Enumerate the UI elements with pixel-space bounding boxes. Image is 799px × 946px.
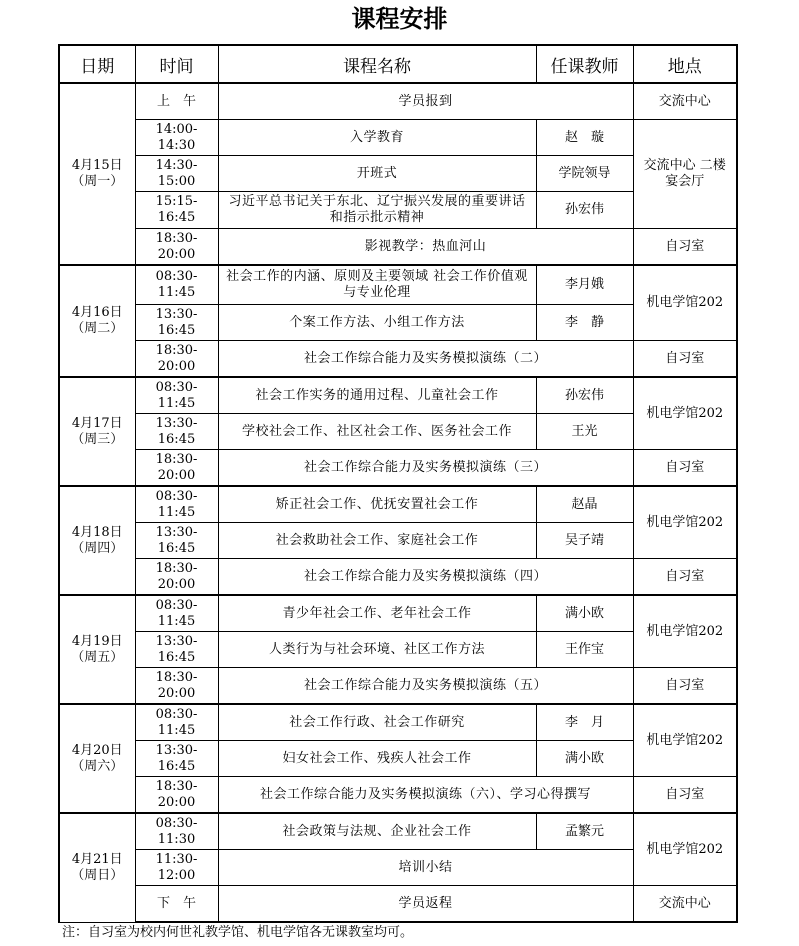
teacher-cell: 李月娥: [536, 265, 633, 305]
time-cell: 13:30-16:45: [135, 414, 218, 450]
time-cell: 08:30-11:45: [135, 704, 218, 741]
date-cell: 4月16日 （周二）: [59, 265, 135, 377]
time-cell: 18:30-20:00: [135, 668, 218, 705]
course-cell: 社会工作综合能力及实务模拟演练（四）: [218, 559, 633, 596]
course-cell: 社会工作综合能力及实务模拟演练（二）: [218, 341, 633, 378]
table-row: [59, 120, 737, 156]
location-cell: 自习室: [633, 559, 737, 596]
course-cell: 矫正社会工作、优抚安置社会工作: [218, 486, 536, 523]
location-cell: 自习室: [633, 229, 737, 266]
date-cell: 4月15日 （周一）: [59, 83, 135, 265]
header-teacher: 任课教师: [536, 45, 633, 83]
table-row: [59, 595, 737, 632]
teacher-cell: 李 月: [536, 704, 633, 741]
header-time: 时间: [135, 45, 218, 83]
course-cell: 社会工作行政、社会工作研究: [218, 704, 536, 741]
course-cell: 妇女社会工作、残疾人社会工作: [218, 741, 536, 777]
course-cell: 社会工作实务的通用过程、儿童社会工作: [218, 377, 536, 414]
date-cell: 4月20日 （周六）: [59, 704, 135, 813]
location-cell: 机电学馆202: [633, 813, 737, 886]
time-cell: 18:30-20:00: [135, 777, 218, 814]
table-row: [59, 450, 737, 487]
time-cell: 18:30-20:00: [135, 229, 218, 266]
table-row: [59, 377, 737, 414]
teacher-cell: 孙宏伟: [536, 192, 633, 229]
time-cell: 08:30-11:45: [135, 377, 218, 414]
date-cell: 4月21日 （周日）: [59, 813, 135, 922]
location-cell: 交流中心: [633, 83, 737, 120]
location-cell: 自习室: [633, 777, 737, 814]
header-course: 课程名称: [218, 45, 536, 83]
teacher-cell: 李 静: [536, 305, 633, 341]
course-cell: 个案工作方法、小组工作方法: [218, 305, 536, 341]
course-cell: 开班式: [218, 156, 536, 192]
table-row: [59, 559, 737, 596]
location-cell: 自习室: [633, 668, 737, 705]
course-cell: 学校社会工作、社区社会工作、医务社会工作: [218, 414, 536, 450]
location-cell: 机电学馆202: [633, 265, 737, 341]
teacher-cell: 赵晶: [536, 486, 633, 523]
time-cell: 08:30-11:45: [135, 265, 218, 305]
teacher-cell: 孙宏伟: [536, 377, 633, 414]
teacher-cell: 满小欧: [536, 741, 633, 777]
table-row: [59, 341, 737, 378]
header-location: 地点: [633, 45, 737, 83]
time-cell: 18:30-20:00: [135, 341, 218, 378]
table-row: [59, 83, 737, 120]
course-cell: 培训小结: [218, 850, 633, 886]
time-cell: 下 午: [135, 886, 218, 923]
course-cell: 人类行为与社会环境、社区工作方法: [218, 632, 536, 668]
course-cell: 学员返程: [218, 886, 633, 923]
course-cell: 社会工作的内涵、原则及主要领域 社会工作价值观与专业伦理: [218, 265, 536, 305]
course-cell: 社会政策与法规、企业社会工作: [218, 813, 536, 850]
location-cell: 机电学馆202: [633, 704, 737, 777]
time-cell: 14:30-15:00: [135, 156, 218, 192]
teacher-cell: 王光: [536, 414, 633, 450]
table-row: [59, 668, 737, 705]
course-cell: 社会工作综合能力及实务模拟演练（三）: [218, 450, 633, 487]
table-row: [59, 229, 737, 266]
location-cell: 自习室: [633, 341, 737, 378]
footnote: 注：自习室为校内何世礼教学馆、机电学馆各无课教室均可。: [62, 925, 414, 940]
time-cell: 13:30-16:45: [135, 305, 218, 341]
time-cell: 08:30-11:45: [135, 595, 218, 632]
time-cell: 13:30-16:45: [135, 741, 218, 777]
page-title: 课程安排: [351, 5, 448, 33]
teacher-cell: 吴子靖: [536, 523, 633, 559]
time-cell: 15:15-16:45: [135, 192, 218, 229]
date-cell: 4月18日 （周四）: [59, 486, 135, 595]
schedule-table: [58, 44, 738, 923]
teacher-cell: 王作宝: [536, 632, 633, 668]
date-cell: 4月17日 （周三）: [59, 377, 135, 486]
course-cell: 社会工作综合能力及实务模拟演练（六）、学习心得撰写: [218, 777, 633, 814]
course-cell: 青少年社会工作、老年社会工作: [218, 595, 536, 632]
table-row: [59, 704, 737, 741]
table-row: [59, 886, 737, 923]
teacher-cell: 孟繁元: [536, 813, 633, 850]
table-row: [59, 486, 737, 523]
course-cell: 社会工作综合能力及实务模拟演练（五）: [218, 668, 633, 705]
time-cell: 08:30-11:45: [135, 486, 218, 523]
header-date: 日期: [59, 45, 135, 83]
teacher-cell: 满小欧: [536, 595, 633, 632]
table-row: [59, 777, 737, 814]
course-cell: 入学教育: [218, 120, 536, 156]
table-row: [59, 265, 737, 305]
location-cell: 交流中心: [633, 886, 737, 923]
location-cell: 机电学馆202: [633, 595, 737, 668]
course-cell: 学员报到: [218, 83, 633, 120]
table-row: [59, 813, 737, 850]
location-cell: 机电学馆202: [633, 486, 737, 559]
time-cell: 13:30-16:45: [135, 632, 218, 668]
location-cell: 自习室: [633, 450, 737, 487]
course-cell: 习近平总书记关于东北、辽宁振兴发展的重要讲话和指示批示精神: [218, 192, 536, 229]
time-cell: 13:30-16:45: [135, 523, 218, 559]
time-cell: 11:30-12:00: [135, 850, 218, 886]
header-row: [59, 45, 737, 83]
time-cell: 18:30-20:00: [135, 450, 218, 487]
time-cell: 上 午: [135, 83, 218, 120]
time-cell: 18:30-20:00: [135, 559, 218, 596]
course-cell: 社会救助社会工作、家庭社会工作: [218, 523, 536, 559]
location-cell: 交流中心 二楼宴会厅: [633, 120, 737, 229]
teacher-cell: 赵 璇: [536, 120, 633, 156]
date-cell: 4月19日 （周五）: [59, 595, 135, 704]
teacher-cell: 学院领导: [536, 156, 633, 192]
time-cell: 08:30-11:30: [135, 813, 218, 850]
location-cell: 机电学馆202: [633, 377, 737, 450]
time-cell: 14:00-14:30: [135, 120, 218, 156]
course-cell: 影视教学：热血河山: [218, 229, 633, 266]
